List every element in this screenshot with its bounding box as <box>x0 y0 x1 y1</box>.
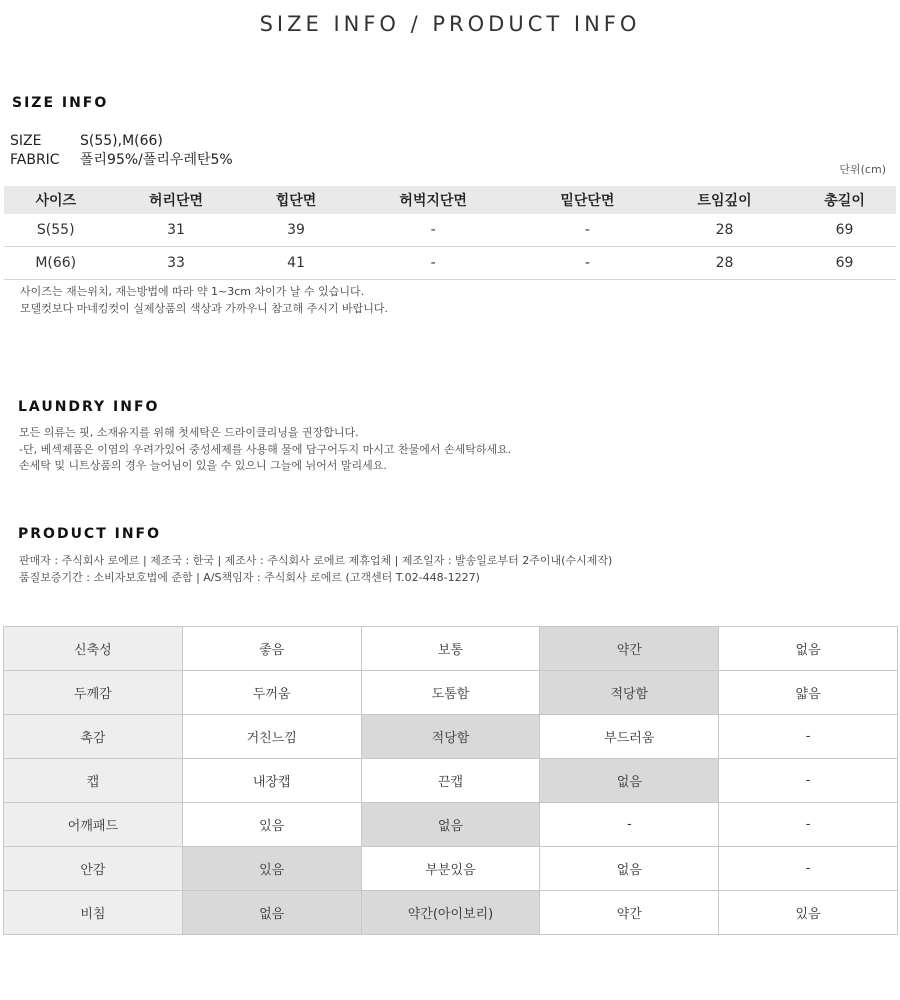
attribute-label: 비침 <box>4 891 183 935</box>
page-title: SIZE INFO / PRODUCT INFO <box>259 12 641 36</box>
attribute-row <box>4 803 898 847</box>
size-col-header: 트임깊이 <box>656 186 793 214</box>
table-cell: 69 <box>793 214 896 247</box>
attribute-option: 없음 <box>540 847 719 891</box>
laundry-line: 손세탁 및 니트상품의 경우 늘어님이 있을 수 있으니 그늘에 뉘어서 말리세요. <box>19 459 387 472</box>
attribute-option: 얇음 <box>719 671 898 715</box>
attribute-option: 적당함 <box>361 715 540 759</box>
table-row <box>4 214 896 247</box>
attribute-option: 내장캡 <box>182 759 361 803</box>
attribute-option: 약간 <box>540 627 719 671</box>
size-spec-row <box>10 133 163 149</box>
table-cell: - <box>519 247 656 280</box>
fabric-label: FABRIC <box>10 152 60 168</box>
size-info-heading: SIZE INFO <box>12 95 109 111</box>
attribute-row <box>4 891 898 935</box>
size-table <box>4 186 896 280</box>
attribute-label: 안감 <box>4 847 183 891</box>
table-cell: - <box>519 214 656 247</box>
attribute-option: 도톰함 <box>361 671 540 715</box>
fabric-attribute-table <box>3 626 898 935</box>
laundry-line: -단, 베섹제품은 이염의 우려가있어 중성세제를 사용해 물에 담구어두지 마시고 찬물에서 손세탁하세요. <box>19 442 512 456</box>
attribute-row <box>4 759 898 803</box>
size-note-line: 사이즈는 재는위치, 재는방법에 따라 약 1~3cm 차이가 날 수 있습니다. <box>20 285 365 298</box>
attribute-option: 있음 <box>182 803 361 847</box>
laundry-line: 모든 의류는 핏, 소재유지를 위해 첫세탁은 드라이클리닝을 권장합니다. <box>19 426 359 439</box>
attribute-label: 신축성 <box>4 627 183 671</box>
attribute-row <box>4 671 898 715</box>
attribute-option: - <box>719 759 898 803</box>
attribute-option: - <box>719 803 898 847</box>
size-table-header <box>4 186 896 214</box>
attribute-option: 약간(아이보리) <box>361 891 540 935</box>
attribute-option: 없음 <box>540 759 719 803</box>
attribute-label: 두께감 <box>4 671 183 715</box>
attribute-option: 없음 <box>182 891 361 935</box>
attribute-label: 캡 <box>4 759 183 803</box>
attribute-option: 부분있음 <box>361 847 540 891</box>
size-col-header: 사이즈 <box>4 186 107 214</box>
size-note-line: 모델컷보다 마네킹컷이 실제상품의 색상과 가까우니 참고해 주시기 바랍니다. <box>20 301 389 315</box>
unit-label: 단위(cm) <box>839 163 886 176</box>
product-notes <box>19 553 612 586</box>
product-line: 품질보증기간 : 소비자보호법에 준함 | A/S책임자 : 주식회사 로에르 (고객센터 T.02-448-1227) <box>19 570 480 584</box>
size-notes <box>20 284 388 317</box>
size-col-header: 밑단단면 <box>519 186 656 214</box>
product-info-heading: PRODUCT INFO <box>18 526 162 542</box>
attribute-option: 약간 <box>540 891 719 935</box>
table-cell: 69 <box>793 247 896 280</box>
fabric-spec-row <box>10 149 233 169</box>
attribute-option: - <box>719 715 898 759</box>
attribute-row <box>4 715 898 759</box>
fabric-value: 폴리95%/폴리우레탄5% <box>80 152 233 168</box>
size-col-header: 총길이 <box>793 186 896 214</box>
laundry-notes <box>19 425 511 475</box>
table-cell: - <box>347 247 518 280</box>
table-row <box>4 247 896 280</box>
attribute-option: 없음 <box>361 803 540 847</box>
size-label: SIZE <box>10 133 42 149</box>
attribute-option: 없음 <box>719 627 898 671</box>
attribute-label: 어깨패드 <box>4 803 183 847</box>
table-cell: 39 <box>245 214 348 247</box>
attribute-option: 거친느낌 <box>182 715 361 759</box>
table-cell: 28 <box>656 247 793 280</box>
size-value: S(55),M(66) <box>80 133 163 149</box>
table-cell: M(66) <box>4 247 107 280</box>
table-cell: - <box>347 214 518 247</box>
attribute-option: 있음 <box>719 891 898 935</box>
attribute-option: 있음 <box>182 847 361 891</box>
size-col-header: 힙단면 <box>245 186 348 214</box>
attribute-row <box>4 627 898 671</box>
size-col-header: 허리단면 <box>107 186 244 214</box>
attribute-option: 끈캡 <box>361 759 540 803</box>
attribute-option: 부드러움 <box>540 715 719 759</box>
table-cell: 31 <box>107 214 244 247</box>
table-cell: 41 <box>245 247 348 280</box>
product-line: 판매자 : 주식회사 로에르 | 제조국 : 한국 | 제조사 : 주식회사 로에르 제휴업체 | 제조일자 : 발송일로부터 2주이내(수시제작) <box>19 554 613 567</box>
attribute-label: 촉감 <box>4 715 183 759</box>
attribute-option: 보통 <box>361 627 540 671</box>
attribute-option: 적당함 <box>540 671 719 715</box>
laundry-info-heading: LAUNDRY INFO <box>18 399 160 415</box>
attribute-option: - <box>719 847 898 891</box>
table-cell: S(55) <box>4 214 107 247</box>
attribute-option: 좋음 <box>182 627 361 671</box>
attribute-option: 두꺼움 <box>182 671 361 715</box>
attribute-row <box>4 847 898 891</box>
attribute-option: - <box>540 803 719 847</box>
table-cell: 33 <box>107 247 244 280</box>
table-cell: 28 <box>656 214 793 247</box>
size-col-header: 허벅지단면 <box>347 186 518 214</box>
